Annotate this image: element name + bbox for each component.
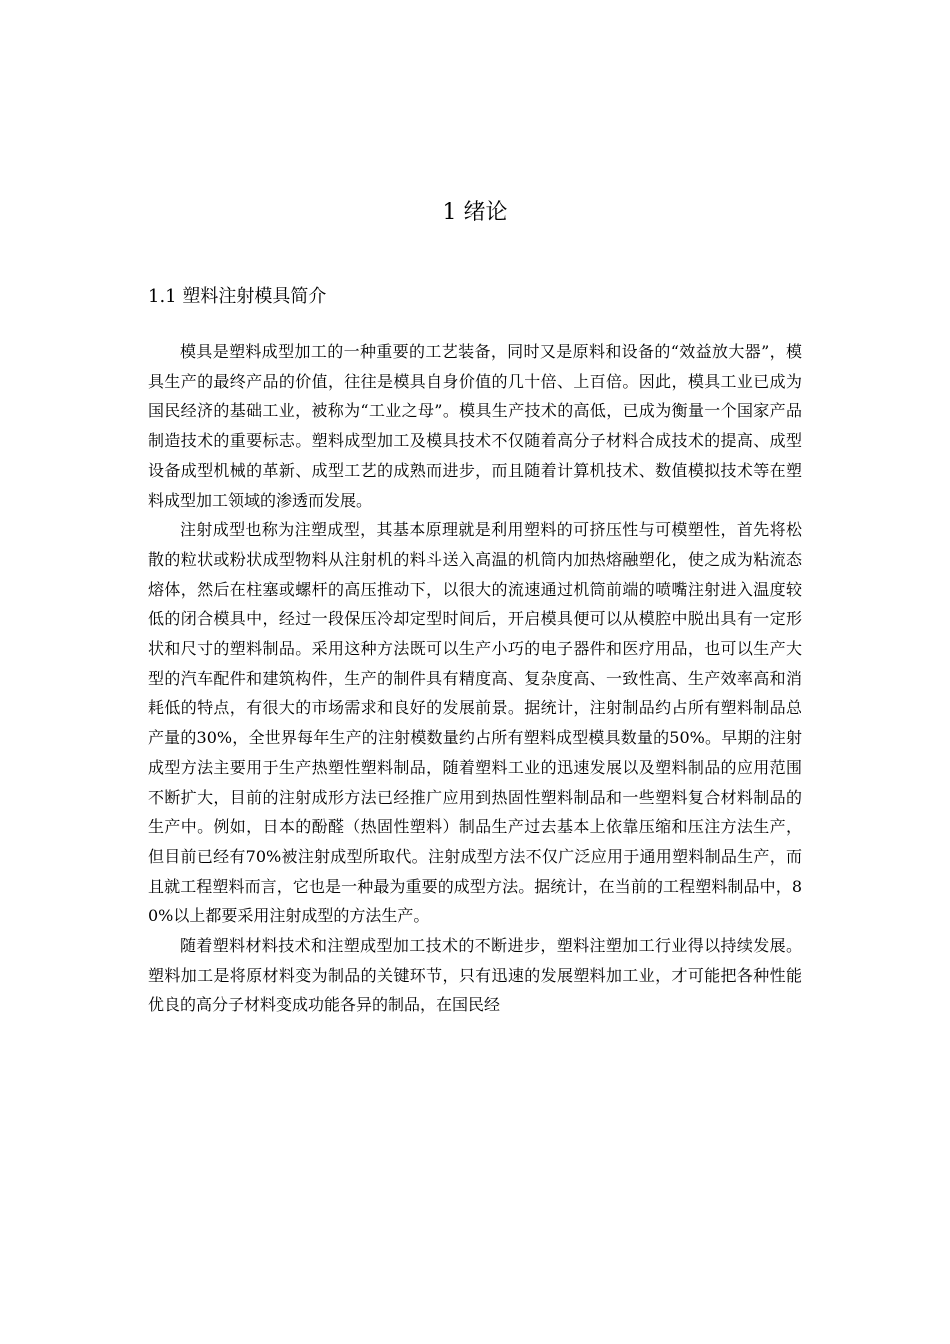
paragraph-injection-molding: 注射成型也称为注塑成型，其基本原理就是利用塑料的可挤压性与可模塑性，首先将松散的粒状或粉状成型物料从注射机的料斗送入高温的机筒内加热熔融塑化，使之成为粘流态熔体，然后在柱塞或螺杆的高压推动下，以很大的流速通过机筒前端的喷嘴注射进入温度较低的闭合模具中，经过一段保压冷却定型时间后，开启模具便可以从模腔中脱出具有一定形状和尺寸的塑料制品。采用这种方法既可以生产小巧的电子器件和医疗用品，也可以生产大型的汽车配件和建筑构件，生产的制件具有精度高、复杂度高、一致性高、生产效率高和消耗低的特点，有很大的市场需求和良好的发展前景。据统计，注射制品约占所有塑料制品总产量的30%，全世界每年生产的注射模数量约占所有塑料成型模具数量的50%。早期的注射成型方法主要用于生产热塑性塑料制品，随着塑料工业的迅速发展以及塑料制品的应用范围不断扩大，目前的注射成形方法已经推广应用到热固性塑料制品和一些塑料复合材料制品的生产中。例如，日本的酚醛（热固性塑料）制品生产过去基本上依靠压缩和压注方法生产，但目前已经有70%被注射成型所取代。注射成型方法不仅广泛应用于通用塑料制品生产，而且就工程塑料而言，它也是一种最为重要的成型方法。据统计，在当前的工程塑料制品中，80%以上都要采用注射成型的方法生产。 xyxy=(148,520,802,926)
body-text xyxy=(148,337,802,1020)
chapter-title: 1 绪论 xyxy=(442,200,508,225)
paragraph-industry-development: 随着塑料材料技术和注塑成型加工技术的不断进步，塑料注塑加工行业得以持续发展。塑料加工是将原材料变为制品的关键环节，只有迅速的发展塑料加工业，才可能把各种性能优良的高分子材料变成功能各异的制品，在国民经 xyxy=(148,936,802,1015)
section-title: 1.1 塑料注射模具简介 xyxy=(148,286,327,307)
paragraph-mold-intro: 模具是塑料成型加工的一种重要的工艺装备，同时又是原料和设备的“效益放大器”，模具生产的最终产品的价值，往往是模具自身价值的几十倍、上百倍。因此，模具工业已成为国民经济的基础工业，被称为“工业之母”。模具生产技术的高低，已成为衡量一个国家产品制造技术的重要标志。塑料成型加工及模具技术不仅随着高分子材料合成技术的提高、成型设备成型机械的革新、成型工艺的成熟而进步，而且随着计算机技术、数值模拟技术等在塑料成型加工领域的渗透而发展。 xyxy=(148,342,802,510)
